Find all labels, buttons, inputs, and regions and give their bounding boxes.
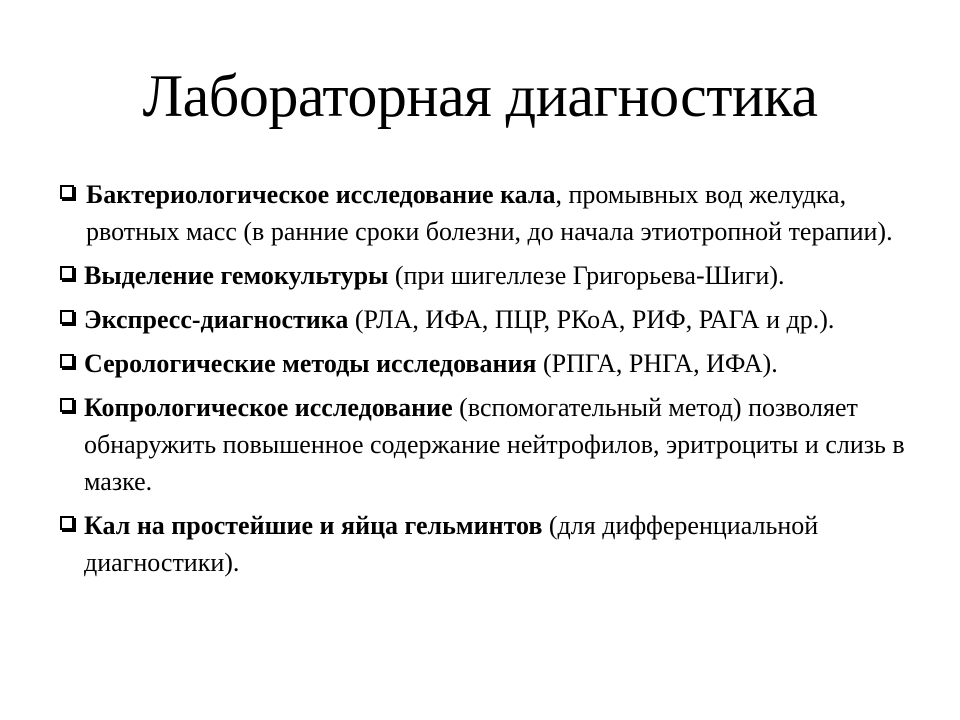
item-text: , промывных вод желудка, рвотных масс (в ранние сроки болезни, до начала этиотропной терапии). (86, 180, 893, 246)
item-heading: Серологические методы исследования (84, 349, 537, 378)
item-text: (для дифференциальной диагностики). (84, 511, 819, 577)
list-item-express-diagnostics (58, 301, 908, 338)
list-item-hemoculture (58, 257, 908, 294)
item-text: (РЛА, ИФА, ПЦР, РКоА, РИФ, РАГА и др.). (348, 305, 835, 334)
checkbox-square-icon (60, 185, 74, 199)
item-heading: Экспресс-диагностика (84, 305, 349, 334)
item-heading: Копрологическое исследование (84, 393, 453, 422)
item-heading: Кал на простейшие и яйца гельминтов (84, 511, 543, 540)
list-item-protozoa-helminths (58, 507, 908, 581)
checkbox-square-icon (60, 354, 74, 368)
item-heading: Бактериологическое исследование кала (86, 180, 556, 209)
list-item-serological (58, 345, 908, 382)
item-text: (вспомогательный метод) позволяет обнаружить повышенное содержание нейтрофилов, эритроциты и слизь в мазке. (84, 393, 905, 496)
slide-title: Лабораторная диагностика (142, 63, 818, 129)
checkbox-square-icon (60, 266, 74, 280)
checkbox-square-icon (60, 398, 74, 412)
checkbox-square-icon (60, 310, 74, 324)
checkbox-square-icon (60, 516, 74, 530)
list-item-bacteriological (58, 176, 908, 250)
bullet-list (58, 176, 908, 588)
item-heading: Выделение гемокультуры (84, 261, 389, 290)
item-text: (РПГА, РНГА, ИФА). (536, 349, 778, 378)
item-text: (при шигеллезе Григорьева-Шиги). (388, 261, 785, 290)
list-item-coprological (58, 389, 908, 500)
